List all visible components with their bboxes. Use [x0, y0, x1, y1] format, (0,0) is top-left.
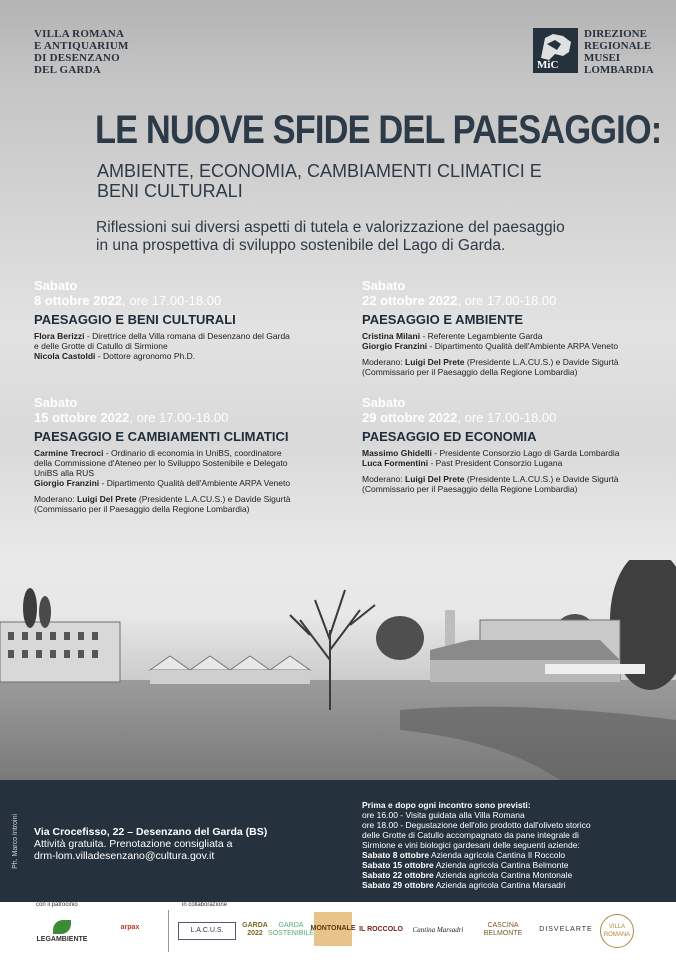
event-speakers: Flora Berizzi - Direttrice della Villa romana di Desenzano del Garda e delle Grotte di Catullo di Sirmione Nicola Castoldi - Dottore agronomo Ph.D.	[34, 331, 290, 361]
photo-credit: Ph. Marco Introini	[11, 814, 19, 869]
event-3	[34, 395, 334, 514]
event-date: 8 ottobre 2022, ore 17.00-18.00	[34, 293, 222, 308]
event-moderator: Moderano: Luigi Del Prete (Presidente L.A.CU.S.) e Davide Sigurtà (Commissario per il Paesaggio della Regione Lombardia)	[362, 357, 619, 377]
footer-info	[0, 780, 676, 902]
event-2	[362, 278, 662, 377]
arpax-logo: arpax	[120, 924, 140, 931]
round-seal-logo: VILLA ROMANA	[600, 914, 634, 948]
mic-logo	[533, 28, 578, 73]
event-moderator: Moderano: Luigi Del Prete (Presidente L.A.CU.S.) e Davide Sigurtà (Commissario per il Paesaggio della Regione Lombardia)	[362, 474, 619, 494]
event-date: 15 ottobre 2022, ore 17.00-18.00	[34, 410, 229, 425]
main-title: LE NUOVE SFIDE DEL PAESAGGIO:	[95, 108, 662, 152]
event-moderator: Moderano: Luigi Del Prete (Presidente L.A.CU.S.) e Davide Sigurtà (Commissario per il Paesaggio della Regione Lombardia)	[34, 494, 291, 514]
sponsor-logos	[0, 902, 676, 960]
mic-label: MiC	[537, 59, 559, 71]
patronage-caption: con il patrocinio	[36, 902, 78, 908]
event-day: Sabato	[362, 278, 406, 293]
event-speakers: Carmine Trecroci - Ordinario di economia in UniBS, coordinatore della Commissione d'Ateneo per lo Sviluppo Sostenibile e Delegato UniBS alla RUS Giorgio Franzini - Dipartimento Qualità dell'Ambiente ARPA Veneto	[34, 448, 291, 488]
address-block: Via Crocefisso, 22 – Desenzano del Garda (BS) Attività gratuita. Prenotazione consigliata a drm-lom.villadesenzano@cultura.gov.it	[34, 826, 268, 862]
collaboration-caption: in collaborazione	[182, 902, 228, 908]
disvelarte-logo: DISVELARTE	[539, 926, 593, 933]
subtitle: AMBIENTE, ECONOMIA, CAMBIAMENTI CLIMATICI E BENI CULTURALI	[97, 161, 542, 201]
event-day: Sabato	[362, 395, 406, 410]
event-date: 22 ottobre 2022, ore 17.00-18.00	[362, 293, 557, 308]
garda-sostenibile-logo: GARDA SOSTENIBILE	[268, 922, 314, 937]
legambiente-logo: LEGAMBIENTE	[30, 912, 94, 952]
program-block: Prima e dopo ogni incontro sono previsti: ore 16.00 - Visita guidata alla Villa Romana ore 18.00 - Degustazione dell'olio prodotto dall'oliveto storico delle Grotte di Catullo accompagnato da pane integrale di Sirmione e vini biologici gardesani delle seguenti aziende: Sabato 8 ottobre Azienda agricola Cantina Il Roccolo Sabato 15 ottobre Azienda agricola Cantina Belmonte Sabato 22 ottobre Azienda agricola Cantina Montonale Sabato 29 ottobre Azienda agricola Cantina Marsadri	[362, 800, 591, 890]
landscape-photo	[0, 560, 676, 780]
event-4	[362, 395, 662, 494]
villa-romana-heading: VILLA ROMANA E ANTIQUARIUM DI DESENZANO DEL GARDA	[34, 28, 129, 76]
event-title: PAESAGGIO E CAMBIAMENTI CLIMATICI	[34, 429, 289, 444]
montonale-logo: MONTONALE	[314, 912, 352, 946]
event-speakers: Cristina Milani - Referente Legambiente Garda Giorgio Franzini - Dipartimento Qualità dell'Ambiente ARPA Veneto	[362, 331, 619, 351]
garda-festival-logo: GARDA 2022	[242, 922, 268, 937]
leaf-icon	[53, 920, 71, 934]
event-speakers: Massimo Ghidelli - Presidente Consorzio Lago di Garda Lombardia Luca Formentini - Past President Consorzio Lugana	[362, 448, 620, 468]
direzione-heading: DIREZIONE REGIONALE MUSEI LOMBARDIA	[584, 28, 654, 76]
event-title: PAESAGGIO E AMBIENTE	[362, 312, 524, 327]
il-roccolo-logo: IL ROCCOLO	[359, 926, 403, 933]
event-1	[34, 278, 334, 361]
event-title: PAESAGGIO E BENI CULTURALI	[34, 312, 236, 327]
cantina-marsadri-logo: Cantina Marsadri	[412, 926, 464, 934]
event-title: PAESAGGIO ED ECONOMIA	[362, 429, 537, 444]
event-day: Sabato	[34, 278, 78, 293]
event-date: 29 ottobre 2022, ore 17.00-18.00	[362, 410, 557, 425]
intro-text: Riflessioni sui diversi aspetti di tutela e valorizzazione del paesaggio in una prospettiva di sviluppo sostenibile del Lago di Garda.	[96, 219, 565, 254]
lacus-logo: L.A.C.U.S.	[178, 922, 236, 940]
cascina-belmonte-logo: CASCINA BELMONTE	[483, 922, 523, 937]
logo-divider	[168, 910, 169, 952]
event-day: Sabato	[34, 395, 78, 410]
